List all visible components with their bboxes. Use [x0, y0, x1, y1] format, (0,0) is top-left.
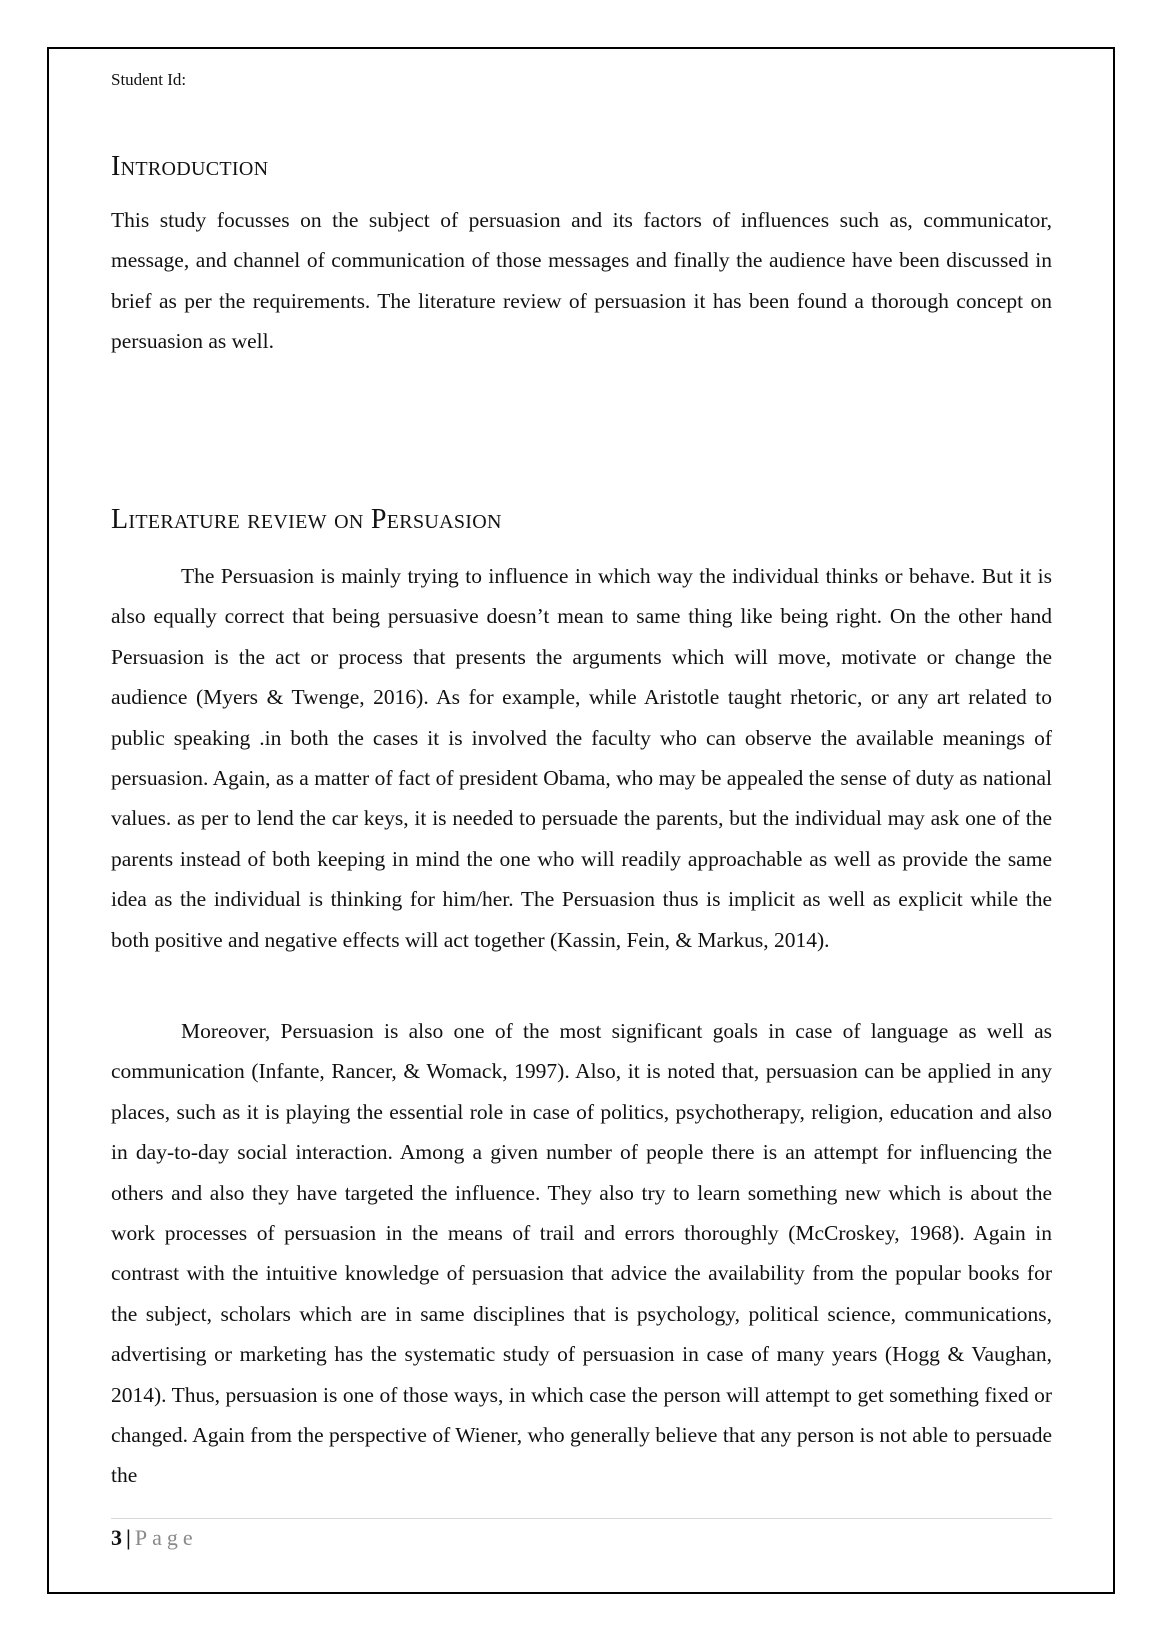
page-label: Page — [134, 1525, 198, 1550]
page-number: 3 — [111, 1525, 122, 1550]
literature-review-heading: Literature review on Persuasion — [111, 504, 502, 535]
footer-divider — [111, 1518, 1052, 1519]
footer-separator: | — [126, 1525, 131, 1550]
introduction-paragraph: This study focusses on the subject of persuasion and its factors of influences such as, communicator, message, and channel of communication of those messages and finally the audience have been discussed in brief as per the requirements. The literature review of persuasion it has been found a thorough concept on persuasion as well. — [111, 208, 1052, 354]
page-footer — [111, 1524, 198, 1552]
introduction-heading: Introduction — [111, 151, 269, 182]
literature-review-paragraph-1: The Persuasion is mainly trying to influence in which way the individual thinks or behave. But it is also equally correct that being persuasive doesn’t mean to same thing like being right. On the other hand Persuasion is the act or process that presents the arguments which will move, motivate or change the audience (Myers & Twenge, 2016). As for example, while Aristotle taught rhetoric, or any art related to public speaking .in both the cases it is involved the faculty who can observe the available meanings of persuasion. Again, as a matter of fact of president Obama, who may be appealed the sense of duty as national values. as per to lend the car keys, it is needed to persuade the parents, but the individual may ask one of the parents instead of both keeping in mind the one who will readily approachable as well as provide the same idea as the individual is thinking for him/her. The Persuasion thus is implicit as well as explicit while the both positive and negative effects will act together (Kassin, Fein, & Markus, 2014). — [111, 564, 1052, 952]
student-id-label: Student Id: — [111, 70, 187, 89]
literature-review-paragraph-2: Moreover, Persuasion is also one of the most significant goals in case of language as well as communication (Infante, Rancer, & Womack, 1997). Also, it is noted that, persuasion can be applied in any places, such as it is playing the essential role in case of politics, psychotherapy, religion, education and also in day-to-day social interaction. Among a given number of people there is an attempt for influencing the others and also they have targeted the influence. They also try to learn something new which is about the work processes of persuasion in the means of trail and errors thoroughly (McCroskey, 1968). Again in contrast with the intuitive knowledge of persuasion that advice the availability from the popular books for the subject, scholars which are in same disciplines that is psychology, political science, communications, advertising or marketing has the systematic study of persuasion in case of many years (Hogg & Vaughan, 2014). Thus, persuasion is one of those ways, in which case the person will attempt to get something fixed or changed. Again from the perspective of Wiener, who generally believe that any person is not able to persuade the — [111, 1019, 1052, 1488]
